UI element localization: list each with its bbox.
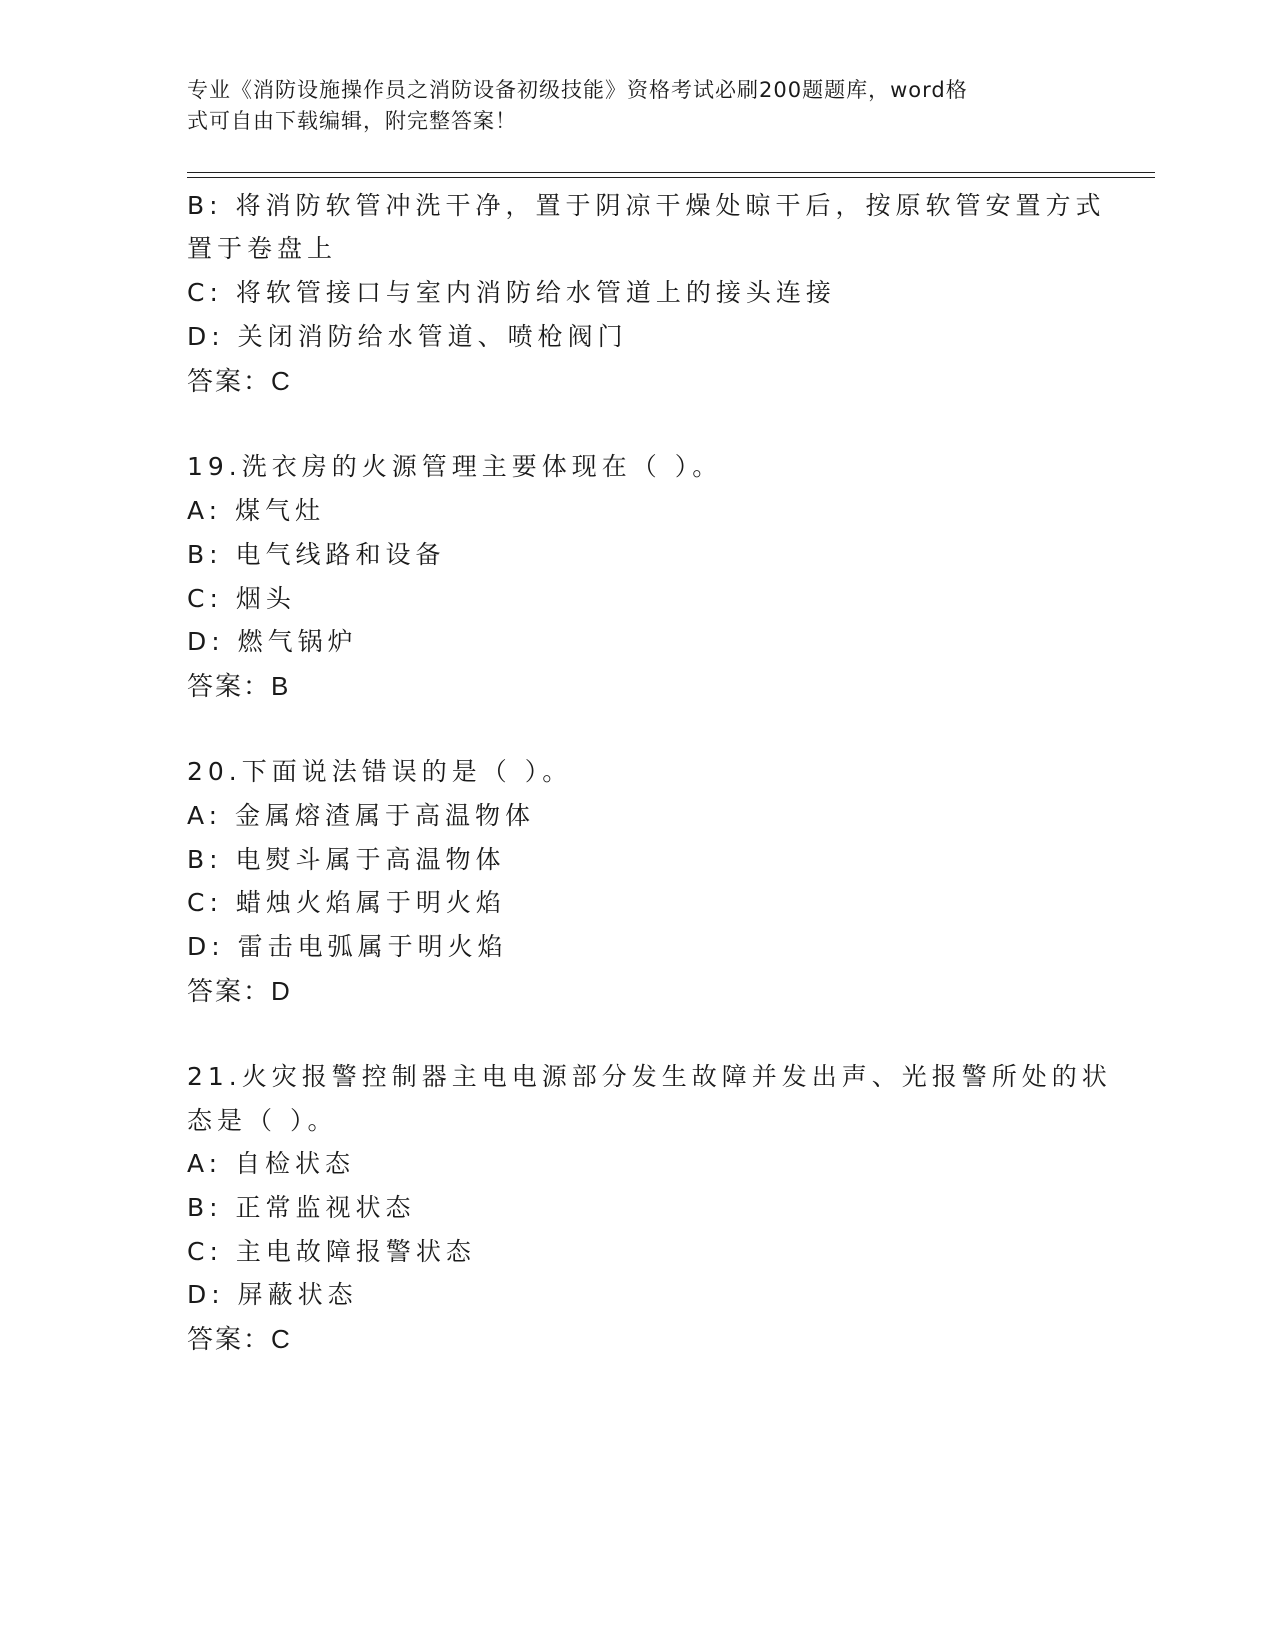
- q19-option-b: B: 电气线路和设备: [187, 540, 446, 569]
- q18-option-d: D: 关闭消防给水管道、喷枪阀门: [187, 322, 628, 351]
- q19-option-a: A: 煤气灶: [187, 496, 326, 525]
- header-text-line-1: 专业《消防设施操作员之消防设备初级技能》资格考试必刷200题题库，word格: [187, 78, 968, 102]
- q18-option-c: C: 将软管接口与室内消防给水管道上的接头连接: [187, 278, 836, 307]
- q21-option-d: D: 屏蔽状态: [187, 1280, 358, 1309]
- header-rule-bottom: [187, 177, 1155, 178]
- header-rule-top: [187, 172, 1155, 173]
- q19-option-c: C: 烟头: [187, 584, 296, 613]
- q21-option-b: B: 正常监视状态: [187, 1193, 416, 1222]
- q19-answer: 答案：B: [187, 671, 291, 701]
- q19-question: 19.洗衣房的火源管理主要体现在（ ）。: [187, 452, 723, 481]
- q21-option-c: C: 主电故障报警状态: [187, 1237, 476, 1266]
- q20-option-a: A: 金属熔渣属于高温物体: [187, 801, 536, 830]
- q20-answer: 答案：D: [187, 976, 292, 1006]
- header-text-line-2: 式可自由下载编辑，附完整答案！: [187, 109, 517, 133]
- q18-answer: 答案：C: [187, 366, 292, 396]
- q21-option-a: A: 自检状态: [187, 1149, 356, 1178]
- q21-question-line-1: 21.火灾报警控制器主电电源部分发生故障并发出声、光报警所处的状: [187, 1062, 1112, 1091]
- q19-option-d: D: 燃气锅炉: [187, 627, 358, 656]
- q20-option-c: C: 蜡烛火焰属于明火焰: [187, 888, 506, 917]
- q20-option-b: B: 电熨斗属于高温物体: [187, 845, 506, 874]
- q18-option-b-line-2: 置于卷盘上: [187, 234, 338, 263]
- q21-question-line-2: 态是（ ）。: [187, 1106, 338, 1135]
- q20-option-d: D: 雷击电弧属于明火焰: [187, 932, 508, 961]
- q20-question: 20.下面说法错误的是（ ）。: [187, 757, 573, 786]
- q18-option-b-line-1: B: 将消防软管冲洗干净，置于阴凉干燥处晾干后，按原软管安置方式: [187, 191, 1106, 220]
- q21-answer: 答案：C: [187, 1324, 292, 1354]
